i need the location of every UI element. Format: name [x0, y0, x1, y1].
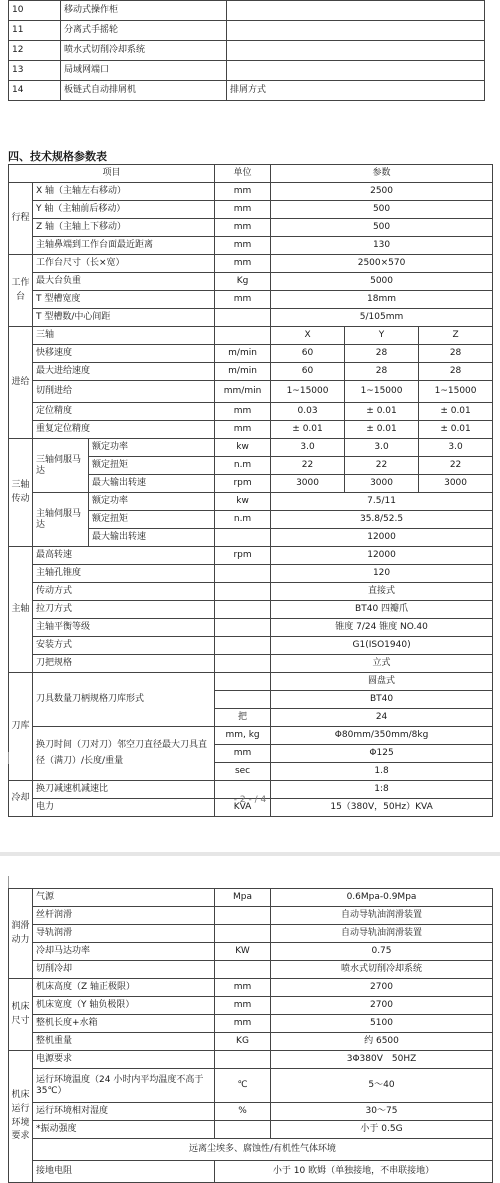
table-row: Z 轴（主轴上下移动） mm 500: [9, 219, 493, 237]
group-label-drive: 三轴传动: [9, 439, 33, 547]
table-row: 主轴伺服马达 额定功率 kw 7.5/11: [9, 493, 493, 511]
table-row: 刀把规格 立式: [9, 655, 493, 673]
table-row: 重复定位精度 mm ± 0.01 ± 0.01 ± 0.01: [9, 421, 493, 439]
table-header-row: [9, 165, 493, 183]
table-row: mm Φ125: [9, 745, 493, 763]
table-row: Y 轴（主轴前后移动） mm 500: [9, 201, 493, 219]
table-row: 机床尺寸 机床高度（Z 轴正极限） mm 2700: [9, 979, 493, 997]
tool-change-label: 换刀时间（刀对刀）邻空刀直径最大刀具直径（满刀）/长度/重量: [33, 727, 215, 781]
table-row: 三轴传动 三轴伺服马达 额定功率 kw 3.0 3.0 3.0: [9, 439, 493, 457]
group-label-environment: 机床运行环境要求: [9, 1051, 33, 1183]
table-row: 主轴鼻端到工作台面最近距离 mm 130: [9, 237, 493, 255]
header-item: 项目: [9, 165, 215, 183]
table-row: 切削冷却 喷水式切削冷却系统: [9, 961, 493, 979]
table-row: 10 移动式操作柜: [9, 1, 485, 21]
table-row: 整机长度+水箱 mm 5100: [9, 1015, 493, 1033]
table-row: 主轴孔锥度 120: [9, 565, 493, 583]
table-row: 冷却马达功率 KW 0.75: [9, 943, 493, 961]
margin-mark: [8, 752, 9, 764]
table-row: 最大输出转速 12000: [9, 529, 493, 547]
table-row: T 型槽数/中心间距 5/105mm: [9, 309, 493, 327]
table-row: 导轨润滑 自动导轨油润滑装置: [9, 925, 493, 943]
group-label-feed: 进给: [9, 327, 33, 439]
table-row: 润滑动力 气源 Mpa 0.6Mpa-0.9Mpa: [9, 889, 493, 907]
table-row: 行程 X 轴（主轴左右移动） mm 2500: [9, 183, 493, 201]
table-row: 最大台负重 Kg 5000: [9, 273, 493, 291]
group-label-travel: 行程: [9, 183, 33, 255]
page-number: - 2 - / 4: [233, 795, 267, 805]
table-row: T 型槽宽度 mm 18mm: [9, 291, 493, 309]
table-row: [9, 1139, 493, 1161]
table-row: sec 1.8: [9, 763, 493, 781]
table-row: 11 分离式手摇轮: [9, 21, 485, 41]
table-row: 安装方式 G1(ISO1940): [9, 637, 493, 655]
table-row: 运行环境相对湿度 % 30～75: [9, 1103, 493, 1121]
table-row: 13 局域网端口: [9, 61, 485, 81]
spec-table-continued: [8, 888, 493, 1183]
table-row: 工作台 工作台尺寸（长×宽） mm 2500×570: [9, 255, 493, 273]
section-title: 四、技术规格参数表: [8, 150, 107, 163]
table-row: 额定扭矩 n.m 22 22 22: [9, 457, 493, 475]
group-label-cooling: 冷却: [9, 781, 33, 817]
table-row: 切削进给 mm/min 1~15000 1~15000 1~15000: [9, 381, 493, 403]
table-row: 主轴平衡等级 锥度 7/24 锥度 NO.40: [9, 619, 493, 637]
table-row: 丝杆润滑 自动导轨油润滑装置: [9, 907, 493, 925]
table-row: 传动方式 直接式: [9, 583, 493, 601]
table-row: 额定扭矩 n.m 35.8/52.5: [9, 511, 493, 529]
table-row: 机床运行环境要求 电源要求 3Φ380V 50HZ: [9, 1051, 493, 1069]
table-row: 机床宽度（Y 轴负极限） mm 2700: [9, 997, 493, 1015]
table-row: 主轴 最高转速 rpm 12000: [9, 547, 493, 565]
table-row: 电力 KVA 15（380V，50Hz）KVA: [9, 799, 493, 817]
table-row: 运行环境温度（24 小时内平均温度不高于 35℃） ℃ 5～40: [9, 1069, 493, 1103]
table-row: 最大进给速度 m/min 60 28 28: [9, 363, 493, 381]
table-row: 换刀时间（刀对刀）邻空刀直径最大刀具直径（满刀）/长度/重量 mm, kg Φ80mm/350mm/8kg: [9, 727, 493, 745]
header-unit: 单位: [215, 165, 271, 183]
spec-table: [8, 164, 493, 817]
table-row: 最大输出转速 rpm 3000 3000 3000: [9, 475, 493, 493]
table-row: 接地电阻 小于 10 欧姆（单独接地，不串联接地）: [9, 1161, 493, 1183]
parts-list-table: [8, 0, 485, 101]
group-label-spindle: 主轴: [9, 547, 33, 673]
group-label-table: 工作台: [9, 255, 33, 327]
table-row: 拉刀方式 BT40 四瓣爪: [9, 601, 493, 619]
group-label-size: 机床尺寸: [9, 979, 33, 1051]
table-row: BT40: [9, 691, 493, 709]
table-row: 把 24: [9, 709, 493, 727]
subgroup-label-axis-servo: 三轴伺服马达: [33, 439, 89, 493]
table-row: 整机重量 KG 约 6500: [9, 1033, 493, 1051]
table-row: 定位精度 mm 0.03 ± 0.01 ± 0.01: [9, 403, 493, 421]
table-row: 14 板链式自动排屑机 排屑方式: [9, 81, 485, 101]
subgroup-label-spindle-servo: 主轴伺服马达: [33, 493, 89, 547]
table-row: 冷却 换刀减速机减速比 1:8: [9, 781, 493, 799]
table-row: 12 喷水式切削冷却系统: [9, 41, 485, 61]
table-row: *振动强度 小于 0.5G: [9, 1121, 493, 1139]
margin-mark: [8, 876, 9, 888]
table-row: 快移速度 m/min 60 28 28: [9, 345, 493, 363]
group-label-lube: 润滑动力: [9, 889, 33, 979]
page-separator: [0, 852, 500, 856]
header-param: 参数: [271, 165, 493, 183]
group-label-magazine: 刀库: [9, 673, 33, 781]
environment-note: 远离尘埃多、腐蚀性/有机性气体环境: [33, 1139, 493, 1161]
table-row: 进给 三轴 X Y Z: [9, 327, 493, 345]
magazine-type-label: 刀具数量刀柄规格刀库形式: [33, 673, 215, 727]
table-row: 刀库 刀具数量刀柄规格刀库形式 圆盘式: [9, 673, 493, 691]
